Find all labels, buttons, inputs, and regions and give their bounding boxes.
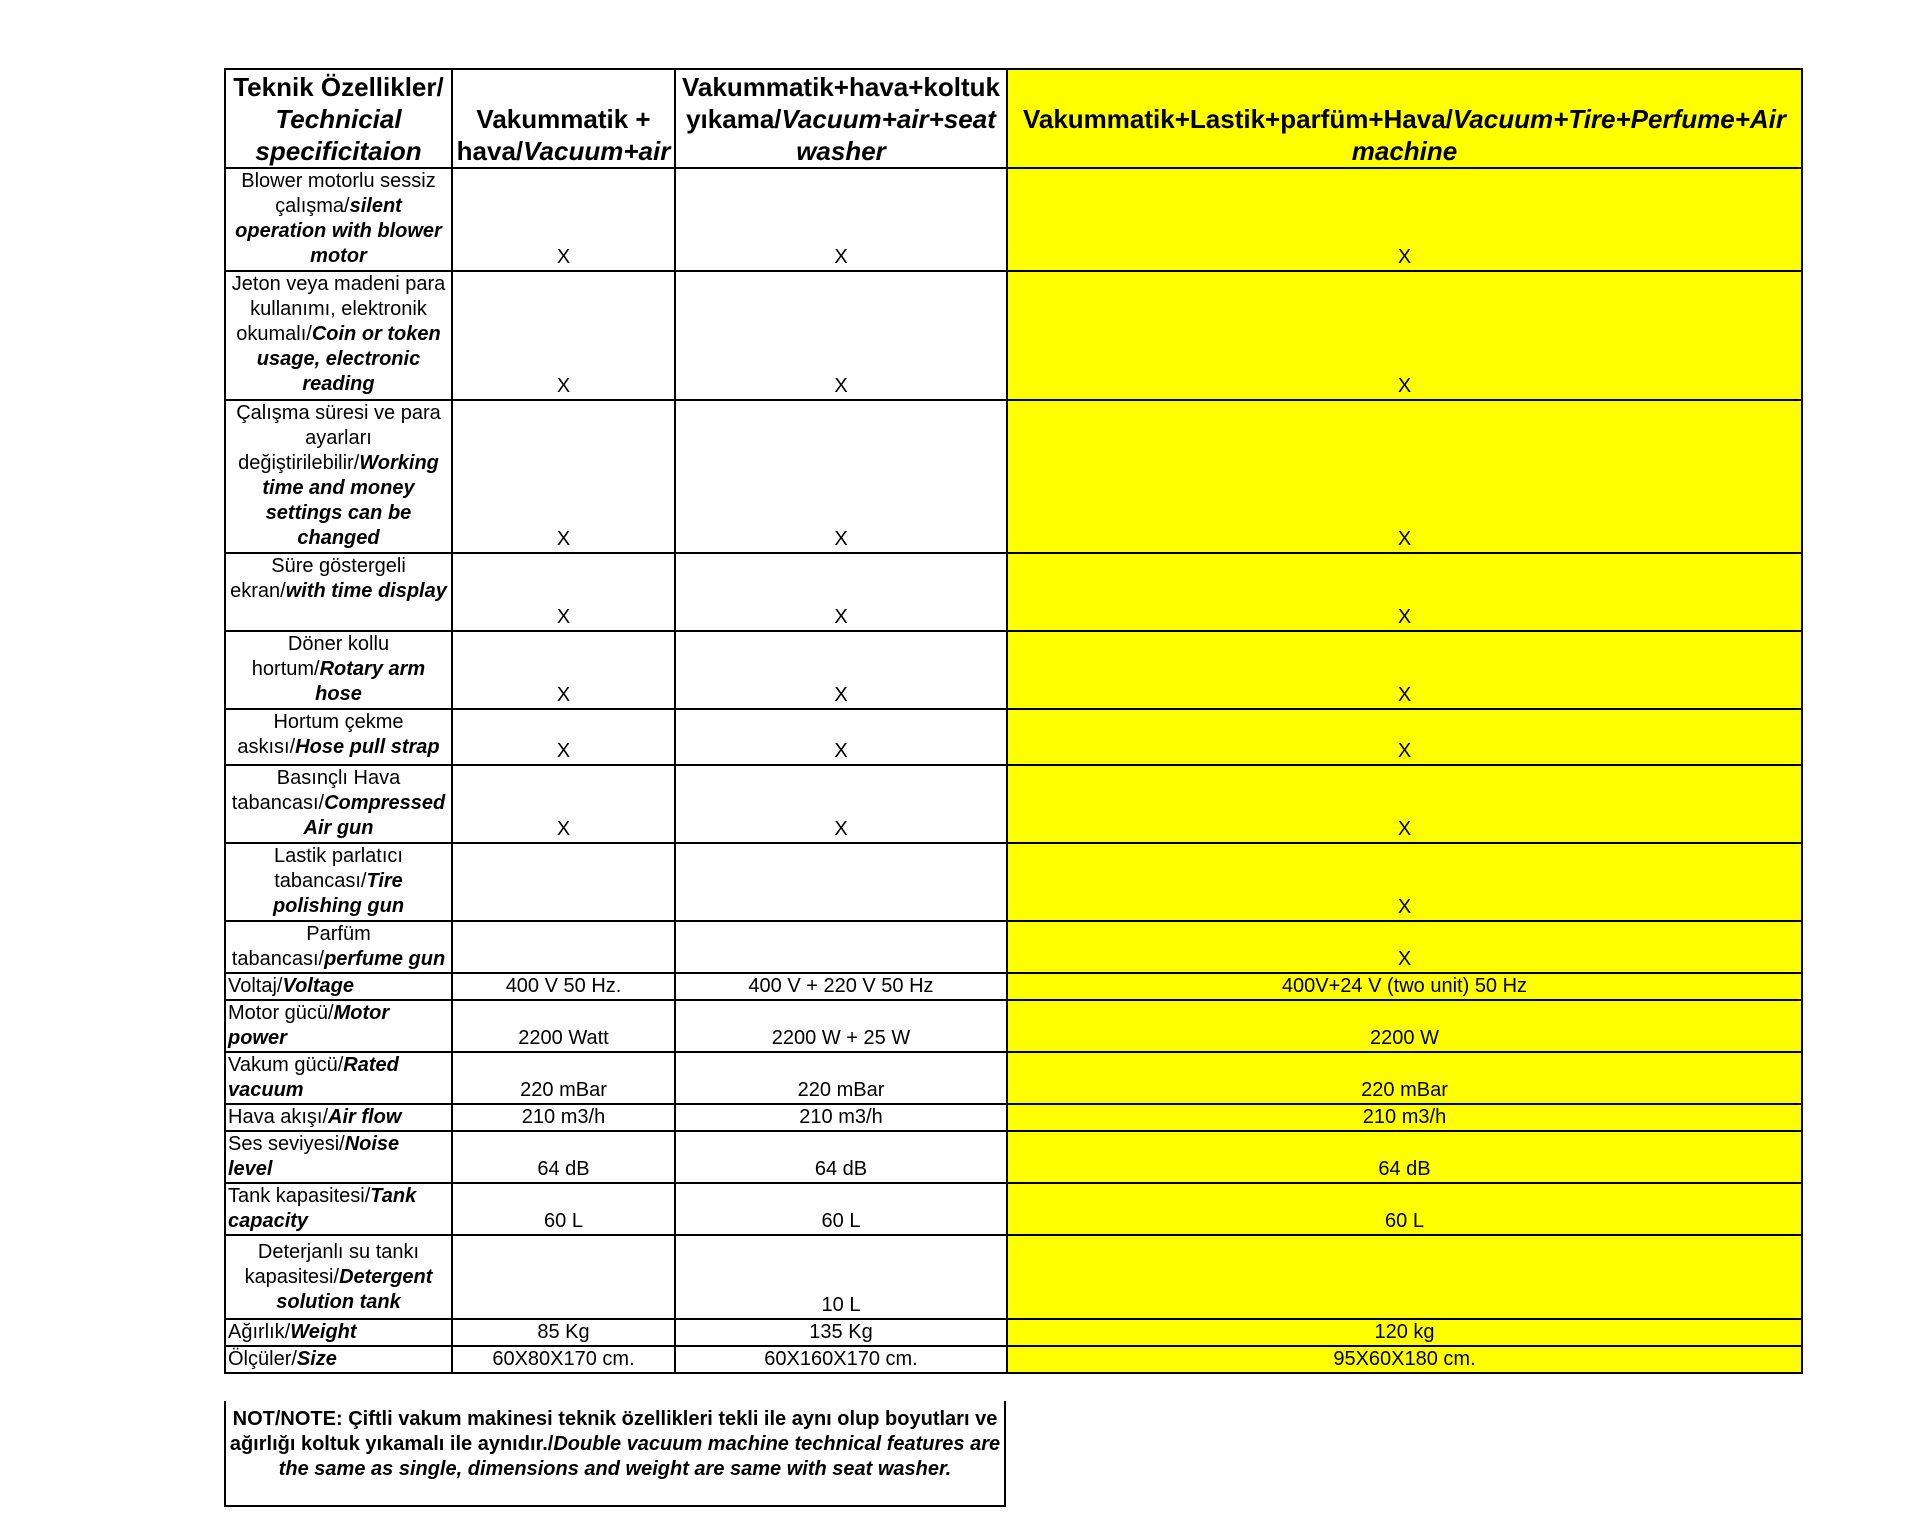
value-cell-col1	[452, 921, 675, 973]
value-cell-col2: 60X160X170 cm.	[675, 1346, 1007, 1373]
feature-label-en: Air flow	[328, 1106, 402, 1128]
feature-label-tr: Lastik parlatıcı tabancası/	[274, 845, 403, 892]
table-row	[225, 553, 1802, 631]
value-cell-col2: X	[675, 631, 1007, 709]
value-cell-col3: 64 dB	[1007, 1131, 1802, 1183]
feature-cell	[225, 765, 452, 843]
feature-cell	[225, 709, 452, 765]
value-cell-col2: 60 L	[675, 1183, 1007, 1235]
feature-cell	[225, 1052, 452, 1104]
value-cell-col3: 2200 W	[1007, 1000, 1802, 1052]
feature-cell	[225, 1183, 452, 1235]
table-row	[225, 1000, 1802, 1052]
feature-label-tr: Hava akışı/	[228, 1106, 329, 1128]
table-row	[225, 1052, 1802, 1104]
value-cell-col3: X	[1007, 709, 1802, 765]
table-row	[225, 921, 1802, 973]
feature-cell	[225, 400, 452, 553]
feature-label-en: Detergent solution tank	[276, 1265, 433, 1313]
feature-label-tr: Çalışma süresi ve para ayarları değiştirilebilir/	[236, 402, 441, 474]
feature-label-tr: Parfüm tabancası/	[231, 923, 371, 970]
value-cell-col3: 220 mBar	[1007, 1052, 1802, 1104]
value-cell-col3: X	[1007, 271, 1802, 400]
feature-label-en: Noise level	[228, 1133, 400, 1180]
feature-cell	[225, 921, 452, 973]
value-cell-col2: 220 mBar	[675, 1052, 1007, 1104]
footnote	[224, 1401, 1006, 1507]
feature-label-en: Tire polishing gun	[272, 870, 405, 917]
value-cell-col1: 85 Kg	[452, 1319, 675, 1346]
spec-sheet	[224, 68, 1803, 1374]
value-cell-col2: X	[675, 400, 1007, 553]
feature-label-en: Size	[296, 1348, 337, 1370]
table-row	[225, 400, 1802, 553]
feature-label-en: Tank capacity	[228, 1185, 417, 1232]
table-row	[225, 631, 1802, 709]
feature-label-tr: Döner kollu hortum/	[251, 633, 390, 680]
feature-label-tr: Tank kapasitesi/	[228, 1185, 371, 1207]
feature-cell	[225, 1000, 452, 1052]
value-cell-col1: 60 L	[452, 1183, 675, 1235]
value-cell-col2: 64 dB	[675, 1131, 1007, 1183]
value-cell-col3: X	[1007, 765, 1802, 843]
value-cell-col1	[452, 1235, 675, 1319]
feature-label-en: with time display	[285, 580, 447, 602]
value-cell-col2	[675, 921, 1007, 973]
feature-label-en: Rotary arm hose	[315, 658, 426, 705]
feature-label-tr: Ağırlık/	[228, 1321, 291, 1343]
feature-label-tr: Voltaj/	[228, 975, 283, 997]
header-vacuum-air: Vakummatik + hava/Vacuum+air	[452, 69, 675, 168]
value-cell-col3: X	[1007, 553, 1802, 631]
table-row	[225, 1235, 1802, 1319]
table-row	[225, 765, 1802, 843]
feature-label-en: silent operation with blower motor	[235, 195, 442, 267]
value-cell-col3: 60 L	[1007, 1183, 1802, 1235]
value-cell-col1: X	[452, 271, 675, 400]
feature-cell	[225, 1235, 452, 1319]
value-cell-col3: X	[1007, 400, 1802, 553]
table-row	[225, 709, 1802, 765]
value-cell-col3: X	[1007, 843, 1802, 921]
value-cell-col3: 210 m3/h	[1007, 1104, 1802, 1131]
feature-label-en: Voltage	[282, 975, 354, 997]
value-cell-col1: X	[452, 709, 675, 765]
value-cell-col1: 64 dB	[452, 1131, 675, 1183]
table-row	[225, 1183, 1802, 1235]
feature-label-tr: Motor gücü/	[228, 1002, 334, 1024]
feature-label-tr: Hortum çekme askısı/	[237, 711, 404, 758]
feature-label-tr: Deterjanlı su tankı kapasitesi/	[244, 1240, 420, 1288]
feature-cell	[225, 553, 452, 631]
feature-label-tr: Vakum gücü/	[228, 1054, 344, 1076]
value-cell-col3: 120 kg	[1007, 1319, 1802, 1346]
feature-label-en: perfume gun	[324, 948, 446, 970]
value-cell-col1: 400 V 50 Hz.	[452, 973, 675, 1000]
value-cell-col1: X	[452, 168, 675, 271]
feature-cell	[225, 271, 452, 400]
table-row	[225, 1131, 1802, 1183]
footnote-en: Double vacuum machine technical features are the same as single, dimensions and weight are same with seat washer.	[278, 1433, 1001, 1480]
feature-cell	[225, 1104, 452, 1131]
feature-cell	[225, 1346, 452, 1373]
value-cell-col2: X	[675, 168, 1007, 271]
feature-cell	[225, 168, 452, 271]
value-cell-col2: X	[675, 765, 1007, 843]
value-cell-col3	[1007, 1235, 1802, 1319]
feature-label-en: Rated vacuum	[228, 1054, 399, 1101]
value-cell-col2: X	[675, 709, 1007, 765]
value-cell-col1: X	[452, 631, 675, 709]
feature-label-en: Working time and money settings can be changed	[262, 452, 439, 549]
value-cell-col3: X	[1007, 168, 1802, 271]
spec-table	[224, 68, 1803, 1374]
table-row	[225, 1319, 1802, 1346]
feature-label-tr: Blower motorlu sessiz çalışma/	[241, 170, 436, 217]
value-cell-col1: X	[452, 400, 675, 553]
table-row	[225, 973, 1802, 1000]
value-cell-col1: 220 mBar	[452, 1052, 675, 1104]
value-cell-col2: 135 Kg	[675, 1319, 1007, 1346]
table-row	[225, 1104, 1802, 1131]
feature-cell	[225, 1131, 452, 1183]
feature-cell	[225, 973, 452, 1000]
value-cell-col2: X	[675, 271, 1007, 400]
value-cell-col1: X	[452, 765, 675, 843]
feature-label-en: Compressed Air gun	[303, 792, 446, 839]
header-row	[225, 69, 1802, 168]
table-row	[225, 1346, 1802, 1373]
table-row	[225, 168, 1802, 271]
value-cell-col3: X	[1007, 921, 1802, 973]
value-cell-col2: 400 V + 220 V 50 Hz	[675, 973, 1007, 1000]
value-cell-col1: 60X80X170 cm.	[452, 1346, 675, 1373]
header-feature: Teknik Özellikler/ Technicial specificitaion	[225, 69, 452, 168]
value-cell-col2: 2200 W + 25 W	[675, 1000, 1007, 1052]
value-cell-col1: 2200 Watt	[452, 1000, 675, 1052]
value-cell-col1	[452, 843, 675, 921]
footnote-tr: NOT/NOTE: Çiftli vakum makinesi teknik özellikleri tekli ile aynı olup boyutları ve ağırlığı koltuk yıkamalı ile aynıdır./	[229, 1408, 998, 1455]
feature-label-en: Coin or token usage, electronic reading	[256, 323, 441, 395]
feature-label-tr: Süre göstergeli ekran/	[230, 555, 406, 602]
feature-label-tr: Ses seviyesi/	[228, 1133, 345, 1155]
feature-label-tr: Jeton veya madeni para kullanımı, elektronik okumalı/	[231, 273, 446, 345]
feature-cell	[225, 631, 452, 709]
value-cell-col3: 95X60X180 cm.	[1007, 1346, 1802, 1373]
header-vacuum-tire-perfume-air: Vakummatik+Lastik+parfüm+Hava/Vacuum+Tire+Perfume+Air machine	[1007, 69, 1802, 168]
feature-label-tr: Ölçüler/	[228, 1348, 297, 1370]
table-row	[225, 843, 1802, 921]
value-cell-col2: 210 m3/h	[675, 1104, 1007, 1131]
value-cell-col2: X	[675, 553, 1007, 631]
feature-label-en: Motor power	[228, 1002, 390, 1049]
header-vacuum-air-seat: Vakummatik+hava+koltuk yıkama/Vacuum+air+seat washer	[675, 69, 1007, 168]
value-cell-col2	[675, 843, 1007, 921]
feature-cell	[225, 843, 452, 921]
value-cell-col3: X	[1007, 631, 1802, 709]
value-cell-col3: 400V+24 V (two unit) 50 Hz	[1007, 973, 1802, 1000]
value-cell-col1: X	[452, 553, 675, 631]
feature-label-tr: Basınçlı Hava tabancası/	[231, 767, 401, 814]
table-row	[225, 271, 1802, 400]
value-cell-col1: 210 m3/h	[452, 1104, 675, 1131]
feature-label-en: Hose pull strap	[295, 736, 440, 758]
feature-label-en: Weight	[290, 1321, 357, 1343]
feature-cell	[225, 1319, 452, 1346]
value-cell-col2: 10 L	[675, 1235, 1007, 1319]
